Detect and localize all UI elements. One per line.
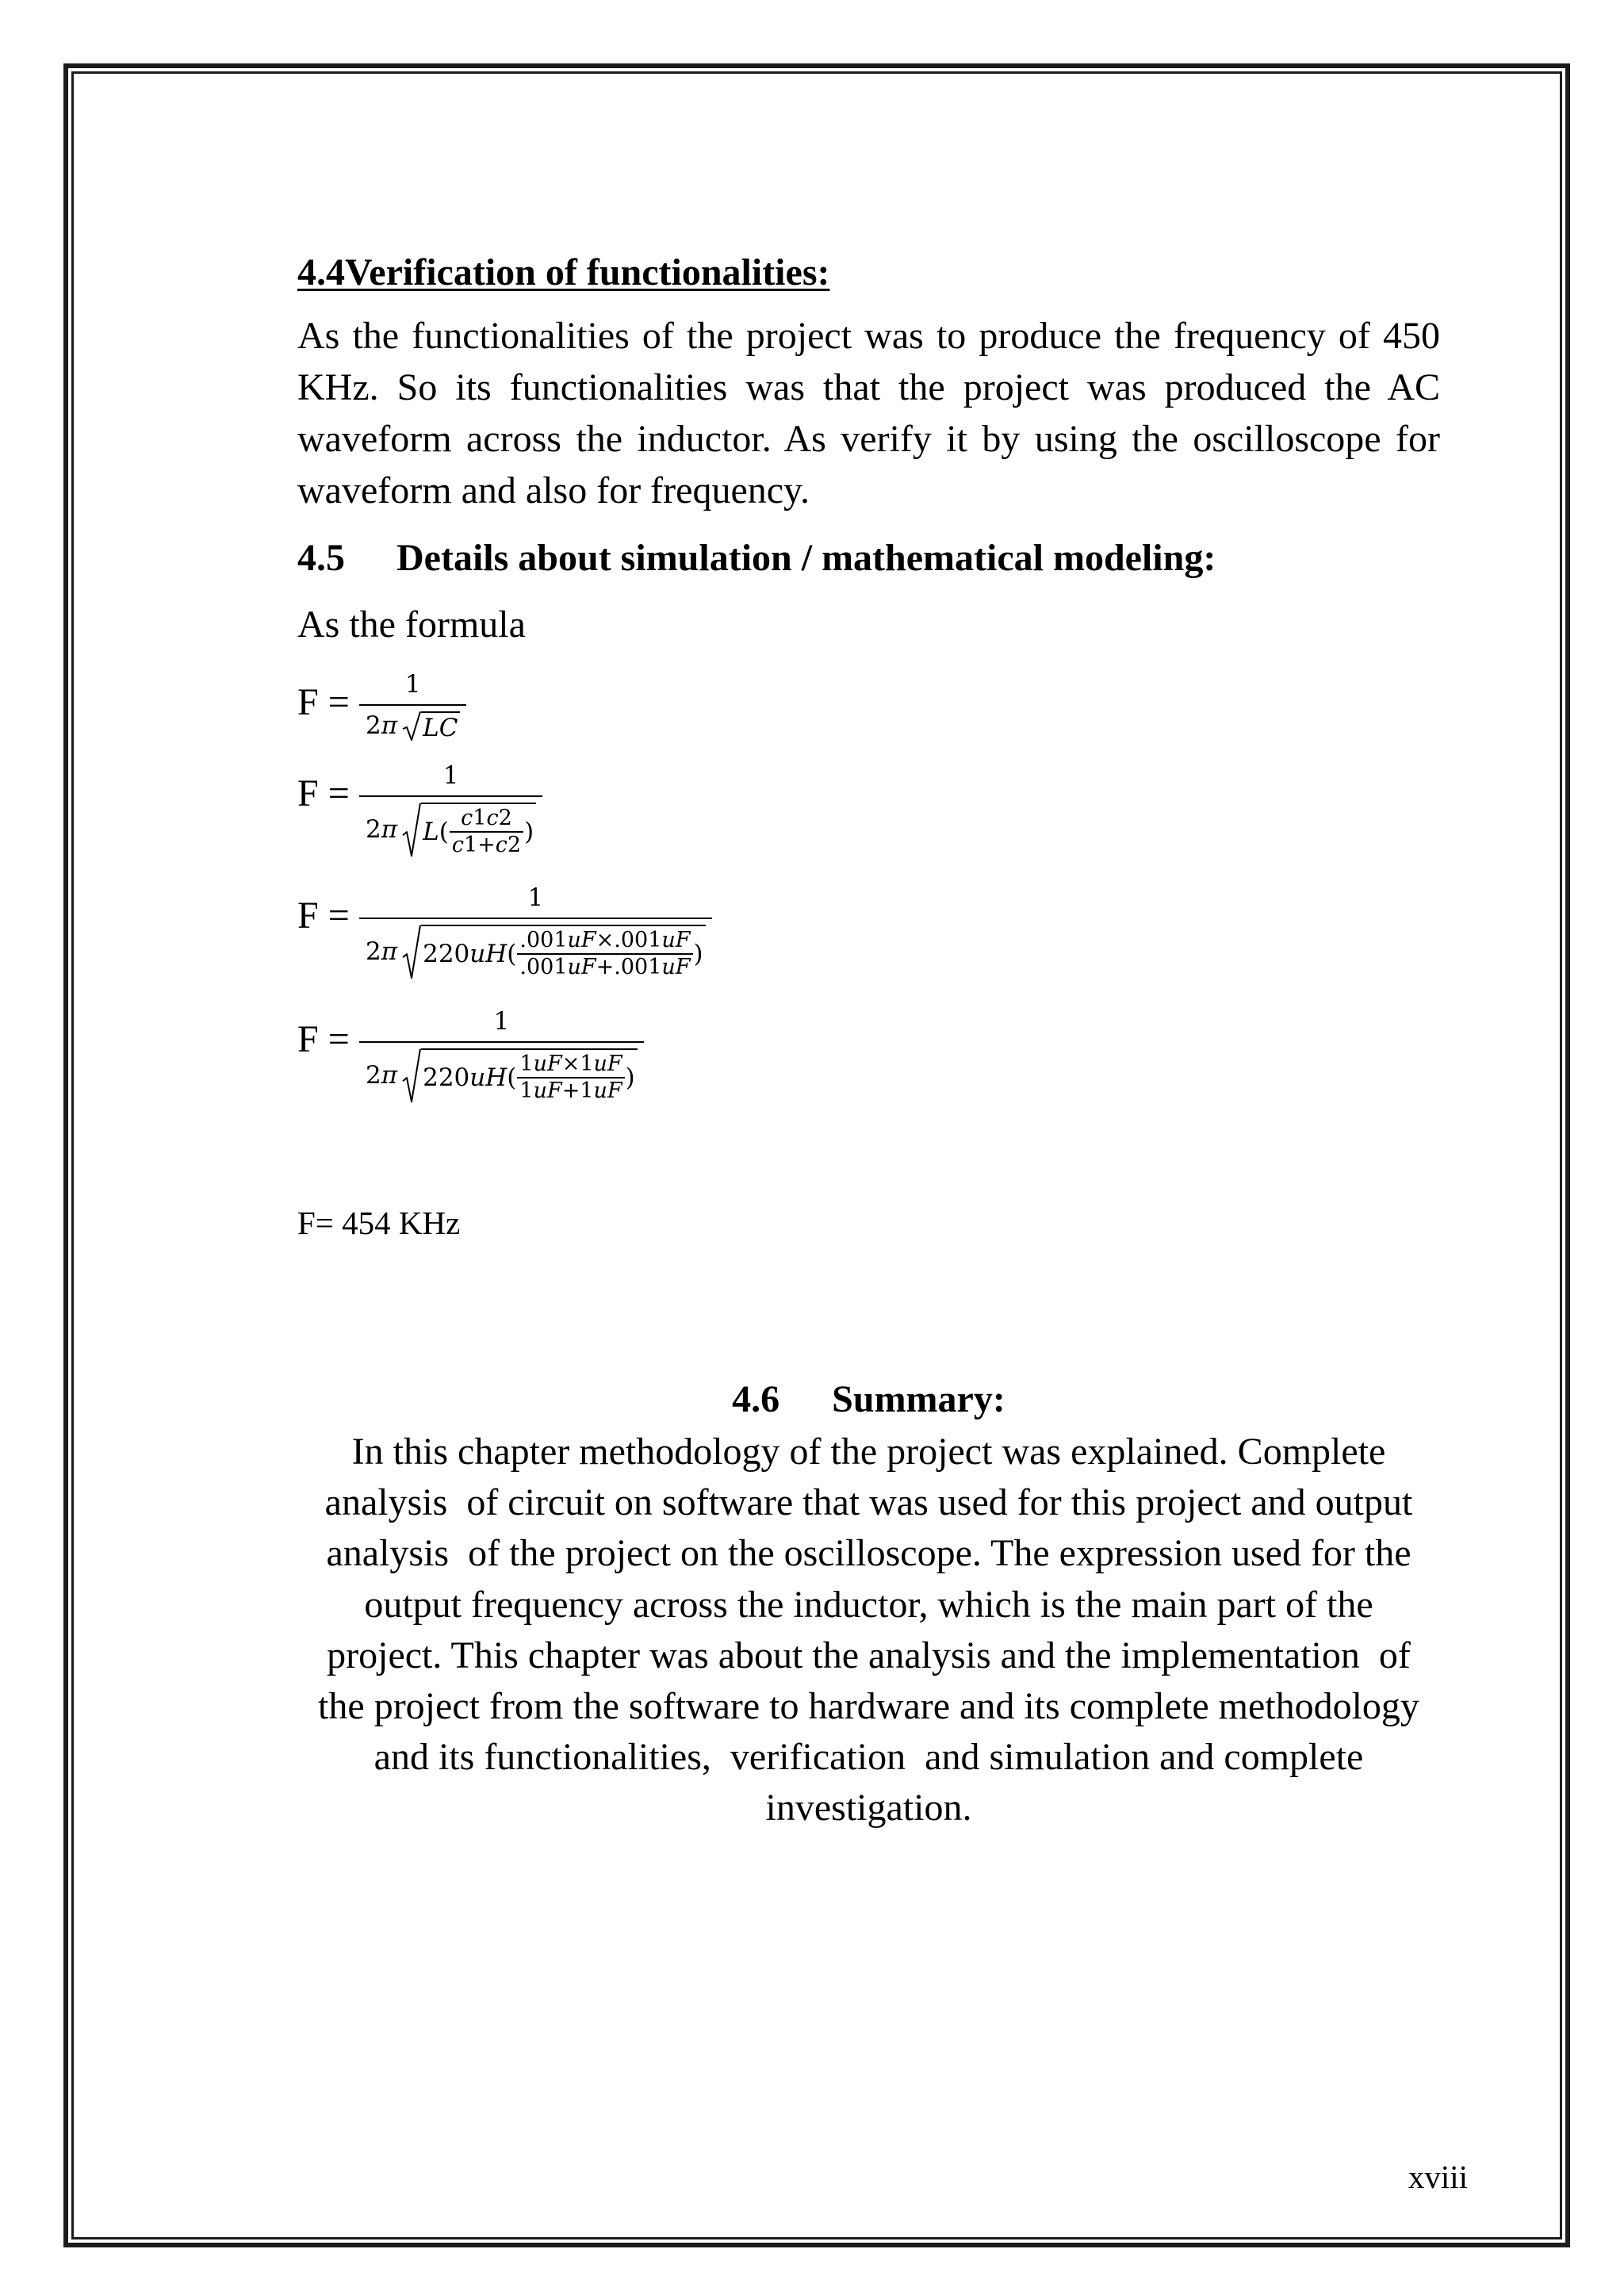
summary-line: investigation. xyxy=(765,1787,972,1829)
fraction-denominator xyxy=(366,919,706,979)
square-root xyxy=(402,925,706,979)
inner-denominator: .001uF+.001uF xyxy=(517,953,692,979)
section-heading-text: 4.4Verification of functionalities: xyxy=(297,251,830,293)
section-heading-4-5 xyxy=(297,532,1440,584)
inner-numerator: 1uF×1uF xyxy=(519,1052,622,1076)
math-variable: uF xyxy=(593,1079,622,1104)
radicand-open: 220uH( xyxy=(423,939,517,968)
math-variable: uF xyxy=(567,955,596,980)
math-variable: c xyxy=(495,833,508,858)
math-variable: π xyxy=(381,814,398,844)
paragraph-line: waveform across the inductor. As verify it by using the oscilloscope for xyxy=(297,418,1440,460)
formula-intro: As the formula xyxy=(297,603,526,646)
radicand xyxy=(421,1048,638,1103)
summary-line: and its functionalities, verification and simulation and complete xyxy=(373,1736,1364,1779)
math-variable: uF xyxy=(567,928,596,952)
square-root xyxy=(402,711,460,741)
section-4-4-paragraph xyxy=(297,310,1440,516)
inner-fraction xyxy=(517,929,692,979)
fraction-numerator: 1 xyxy=(493,1007,510,1036)
paragraph-line: As the functionalities of the project was to produce the frequency of 450 xyxy=(297,315,1440,357)
math-variable: uF xyxy=(661,928,691,952)
fraction xyxy=(359,670,466,742)
inner-fraction xyxy=(517,1053,624,1103)
radicand-open: L( xyxy=(423,817,449,846)
radicand-close: ) xyxy=(693,939,703,968)
summary-line: output frequency across the inductor, which is the main part of the xyxy=(364,1583,1373,1626)
math-variable: LC xyxy=(423,714,458,742)
radicand xyxy=(421,925,706,979)
coefficient: 2π xyxy=(366,711,398,740)
paragraph-line: waveform and also for frequency. xyxy=(297,469,810,511)
math-variable: uH xyxy=(469,1063,508,1092)
inner-numerator: .001uF×.001uF xyxy=(519,928,691,952)
fraction-denominator xyxy=(366,1043,638,1103)
formula-lhs: F = xyxy=(297,1018,350,1060)
fraction-numerator: 1 xyxy=(404,670,421,699)
formula-lhs: F = xyxy=(297,895,350,937)
radicand-close: ) xyxy=(625,1063,635,1092)
math-variable: c xyxy=(461,806,473,830)
inner-numerator: c1c2 xyxy=(461,806,512,830)
math-variable: c xyxy=(486,806,499,830)
summary-line: the project from the software to hardware and its complete methodology xyxy=(318,1685,1419,1728)
square-root xyxy=(402,803,536,857)
math-variable: π xyxy=(381,937,398,966)
math-variable: uH xyxy=(469,939,508,968)
section-heading-4-6 xyxy=(297,1374,1440,1425)
inner-denominator: c1+c2 xyxy=(450,831,523,856)
inner-fraction xyxy=(450,807,523,857)
fraction-denominator xyxy=(366,706,460,741)
math-variable: uF xyxy=(533,1079,562,1104)
math-variable: uF xyxy=(593,1052,622,1076)
formula-lhs: F = xyxy=(297,772,350,814)
radicand xyxy=(421,711,460,741)
summary-paragraph xyxy=(297,1427,1440,1834)
radical-sign xyxy=(402,711,421,741)
math-variable: π xyxy=(381,1060,398,1090)
fraction xyxy=(359,761,542,858)
fraction xyxy=(359,1007,644,1104)
math-variable: uF xyxy=(533,1052,562,1076)
fraction-numerator: 1 xyxy=(527,883,544,912)
square-root xyxy=(402,1048,638,1103)
section-heading-4-4 xyxy=(297,247,1440,298)
fraction-denominator xyxy=(366,797,536,857)
summary-line: analysis of circuit on software that was used for this project and output xyxy=(324,1481,1413,1524)
formula-lhs: F = xyxy=(297,681,350,723)
math-variable: c xyxy=(451,833,464,858)
page-number: xviii xyxy=(1408,2159,1468,2195)
coefficient: 2π xyxy=(366,937,398,966)
section-number: 4.6 xyxy=(732,1378,780,1420)
fraction-numerator: 1 xyxy=(442,761,459,790)
math-variable: uF xyxy=(661,955,691,980)
math-variable: L xyxy=(423,817,439,846)
radicand-open: 220uH( xyxy=(423,1063,517,1092)
coefficient: 2π xyxy=(366,814,398,844)
paragraph-line: KHz. So its functionalities was that the project was produced the AC xyxy=(297,366,1440,408)
section-number: 4.5 xyxy=(297,537,345,579)
radicand-close: ) xyxy=(524,817,534,846)
section-title: Details about simulation / mathematical modeling: xyxy=(396,537,1216,579)
summary-line: analysis of the project on the oscilloscope. The expression used for the xyxy=(326,1532,1411,1575)
fraction xyxy=(359,883,712,980)
formula-result: F= 454 KHz xyxy=(297,1205,461,1241)
coefficient: 2π xyxy=(366,1060,398,1090)
summary-line: In this chapter methodology of the project was explained. Complete xyxy=(351,1431,1386,1473)
radicand xyxy=(421,803,536,857)
math-variable: π xyxy=(381,711,398,740)
inner-denominator: 1uF+1uF xyxy=(517,1077,624,1102)
radical-sign xyxy=(402,1048,421,1103)
section-title: Summary: xyxy=(832,1378,1005,1420)
summary-line: project. This chapter was about the analysis and the implementation of xyxy=(327,1634,1411,1676)
radical-sign xyxy=(402,925,421,979)
radical-sign xyxy=(402,803,421,857)
